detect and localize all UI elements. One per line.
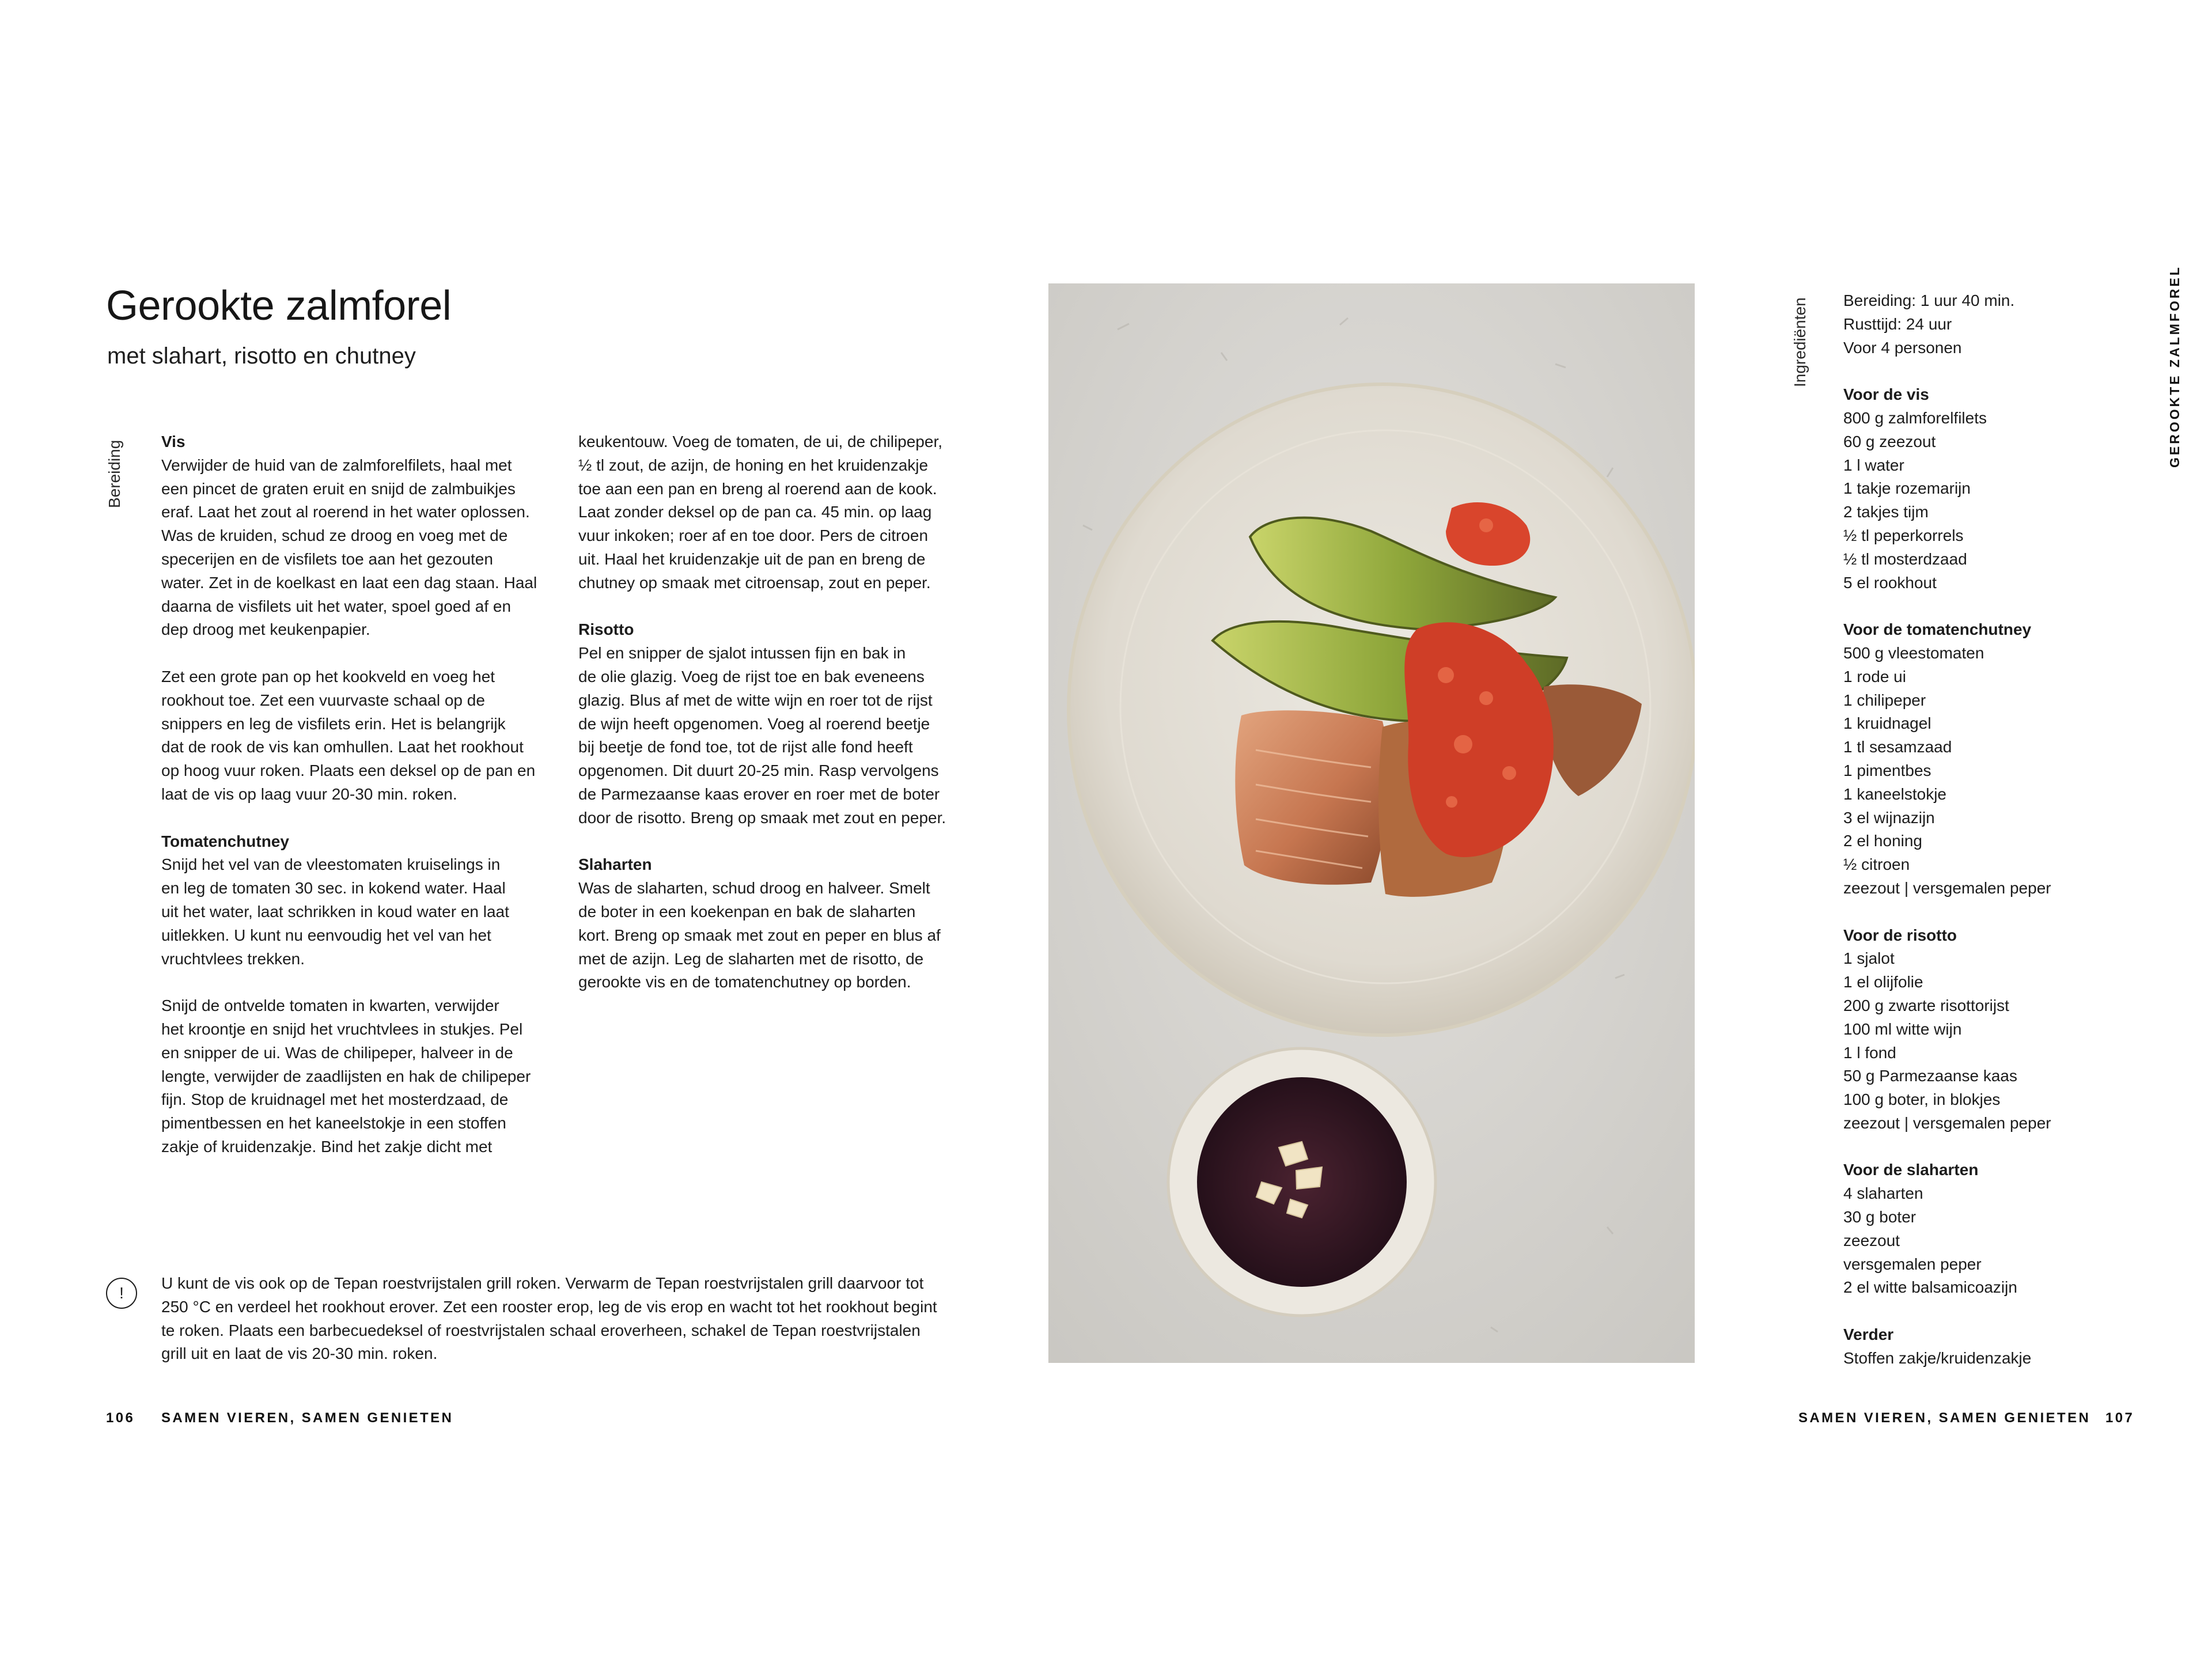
slaharten-paragraph: Was de slaharten, schud droog en halveer. Smelt de boter in een koekenpan en bak de slaharten kort. Breng op smaak met zout en peper en blus af met de azijn. Leg de slaharten met de risotto, de gerookte vis en de tomatenchutney op borden. [578, 879, 941, 991]
bereiding-column-1 [161, 430, 553, 1159]
ingredients-vis-list: 800 g zalmforelfilets 60 g zeezout 1 l water 1 takje rozemarijn 2 takjes tijm ½ tl peperkorrels ½ tl mosterdzaad 5 el rookhout [1843, 408, 1987, 592]
tip-icon [106, 1278, 137, 1309]
left-running-footer: SAMEN VIEREN, SAMEN GENIETEN [161, 1410, 454, 1426]
vis-heading: Vis [161, 433, 185, 450]
vis-paragraph-1: Verwijder de huid van de zalmforelfilets, haal met een pincet de graten eruit en snijd de zalmbuikjes eraf. Laat het zout al roerend in het water oplossen. Was de kruiden, schud ze droog en voeg met de specerijen en de visfilets toe aan het gezouten water. Zet in de koelkast en laat een dag staan. Haal daarna de visfilets uit het water, spoel goed af en dep droog met keukenpapier. [161, 456, 537, 639]
recipe-title: Gerookte zalmforel [106, 283, 452, 329]
ingredients-risotto-heading: Voor de risotto [1843, 926, 1957, 944]
ingredients-slaharten-heading: Voor de slaharten [1843, 1161, 1979, 1179]
tip-text: U kunt de vis ook op de Tepan roestvrijstalen grill roken. Verwarm de Tepan roestvrijstalen grill daarvoor tot 250 °C en verdeel het rookhout erover. Zet een rooster erop, leg de vis erop en wacht tot het rookhout begint te roken. Plaats een barbecuedeksel of roestvrijstalen schaal eroverheen, schakel de Tepan roestvrijstalen grill uit en laat de vis 20-30 min. roken. [161, 1274, 937, 1363]
recipe-meta: Bereiding: 1 uur 40 min. Rusttijd: 24 uur Voor 4 personen [1843, 291, 2015, 357]
ingredients-vis-heading: Voor de vis [1843, 385, 1929, 404]
risotto-paragraph: Pel en snipper de sjalot intussen fijn en bak in de olie glazig. Voeg de rijst toe en bak eveneens glazig. Blus af met de witte wijn en roer tot de rijst de wijn heeft opgenomen. Voeg al roerend beetje bij beetje de fond toe, tot de rijst alle fond heeft opgenomen. Dit duurt 20-25 min. Rasp vervolgens de Parmezaanse kaas erover en roer met de boter door de risotto. Breng op smaak met zout en peper. [578, 644, 946, 827]
ingredients-tomatenchutney-list: 500 g vleestomaten 1 rode ui 1 chilipeper 1 kruidnagel 1 tl sesamzaad 1 pimentbes 1 kaneelstokje 3 el wijnazijn 2 el honing ½ citroen zeezout | versgemalen peper [1843, 643, 2051, 897]
risotto-heading: Risotto [578, 620, 634, 639]
tomatenchutney-paragraph-1: Snijd het vel van de vleestomaten kruiselings in en leg de tomaten 30 sec. in kokend water. Haal uit het water, laat schrikken in koud water en laat uitlekken. U kunt nu eenvoudig het vel van het vruchtvlees trekken. [161, 855, 509, 968]
right-running-footer: SAMEN VIEREN, SAMEN GENIETEN [1798, 1410, 2091, 1426]
vis-paragraph-2: Zet een grote pan op het kookveld en voeg het rookhout toe. Zet een vuurvaste schaal op de snippers en leg de visfilets erin. Het is belangrijk dat de rook de vis kan omhullen. Laat het rookhout op hoog vuur roken. Plaats een deksel op de pan en laat de vis op laag vuur 20-30 min. roken. [161, 667, 536, 803]
tomatenchutney-paragraph-3: keukentouw. Voeg de tomaten, de ui, de chilipeper, ½ tl zout, de azijn, de honing en het kruidenzakje toe aan een pan en breng al roerend aan de kook. Laat zonder deksel op de pan ca. 45 min. op laag vuur inkoken; roer af en toe door. Pers de citroen uit. Haal het kruidenzakje uit de pan en breng de chutney op smaak met citroensap, zout en peper. [578, 433, 943, 592]
ingredients-slaharten-list: 4 slaharten 30 g boter zeezout versgemalen peper 2 el witte balsamicoazijn [1843, 1184, 2017, 1297]
recipe-subtitle: met slahart, risotto en chutney [107, 343, 416, 369]
ingredients-column [1843, 289, 2143, 1370]
left-page-number: 106 [106, 1410, 135, 1426]
tip-icon-glyph: ! [119, 1284, 124, 1302]
ingredients-verder-list: Stoffen zakje/kruidenzakje [1843, 1349, 2032, 1367]
salmon-fillet-1 [1235, 710, 1388, 884]
bereiding-label: Bereiding [105, 440, 123, 508]
ingredients-verder-heading: Verder [1843, 1325, 1894, 1344]
bereiding-column-2 [578, 430, 970, 994]
side-running-title: GEROOKTE ZALMFOREL [2167, 265, 2182, 468]
ingredients-risotto-list: 1 sjalot 1 el olijfolie 200 g zwarte risottorijst 100 ml witte wijn 1 l fond 50 g Parmezaanse kaas 100 g boter, in blokjes zeezout | versgemalen peper [1843, 949, 2051, 1132]
slaharten-heading: Slaharten [578, 855, 652, 874]
tomatenchutney-heading: Tomatenchutney [161, 832, 289, 850]
right-page-number: 107 [2105, 1410, 2135, 1426]
tomatenchutney-paragraph-2: Snijd de ontvelde tomaten in kwarten, verwijder het kroontje en snijd het vruchtvlees in stukjes. Pel en snipper de ui. Was de chilipeper, halveer in de lengte, verwijder de zaadlijsten en hak de chilipeper fijn. Stop de kruidnagel met het mosterdzaad, de pimentbessen en het kaneelstokje in een stoffen zakje of kruidenzakje. Bind het zakje dicht met [161, 997, 531, 1156]
ingredienten-label: Ingrediënten [1791, 297, 1809, 387]
ingredients-tomatenchutney-heading: Voor de tomatenchutney [1843, 620, 2032, 639]
dish-photo [1048, 283, 1695, 1363]
